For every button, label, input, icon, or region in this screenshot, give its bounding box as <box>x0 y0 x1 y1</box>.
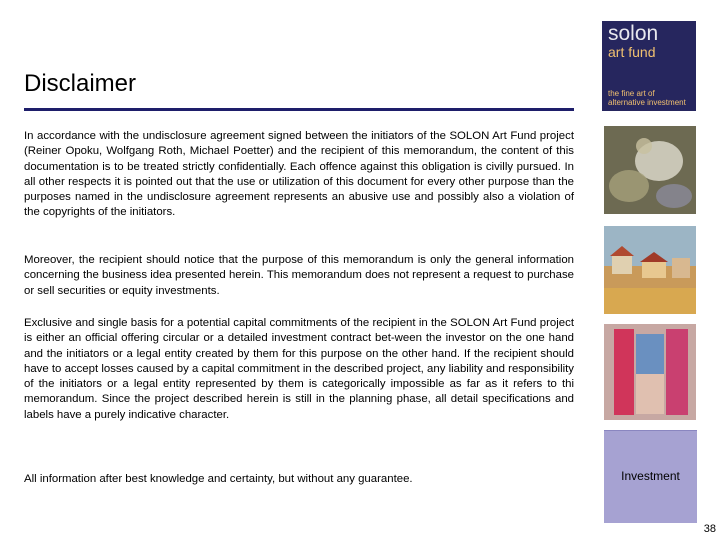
investment-tab-label: Investment <box>621 469 680 483</box>
logo-brand-line2: art fund <box>608 44 656 60</box>
logo-tagline-line2: alternative investment <box>608 98 686 107</box>
body-paragraph-1: In accordance with the undisclosure agreement signed between the initiators of the SOLON Art Fund project (Reiner Opoku, Wolfgang Roth, Michael Poetter) and the recipient of this memorandum, the content of this documentation is to be treated strictly confidentially. Each offence against this obligation is civilly pursued. In all other respects it is pointed out that the use or utilization of this document for every other purpose than the purposes named in the undisclosure agreement represents an abusive use and possibly also a violation of the copyrights of the initiators. <box>24 130 574 219</box>
artwork-image-3 <box>604 324 696 420</box>
investment-section-tab[interactable] <box>604 430 697 523</box>
artwork-image-3-icon <box>604 324 696 420</box>
artwork-image-2-icon <box>604 226 696 314</box>
artwork-image-1-icon <box>604 126 696 214</box>
title-rule <box>24 108 574 111</box>
logo-tagline-line1: the fine art of <box>608 89 655 98</box>
page-title: Disclaimer <box>24 70 137 97</box>
artwork-image-2 <box>604 226 696 314</box>
body-paragraph-4: All information after best knowledge and certainty, but without any guarantee. <box>24 473 413 485</box>
solon-logo <box>602 21 696 111</box>
artwork-image-1 <box>604 126 696 214</box>
body-paragraph-2: Moreover, the recipient should notice that the purpose of this memorandum is only the general information concerning the business idea presented herein. This memorandum does not represent a request to purchase or sell securities or equity investments. <box>24 254 574 297</box>
page-number: 38 <box>703 523 716 535</box>
logo-brand-line1: solon <box>608 22 659 45</box>
body-paragraph-3: Exclusive and single basis for a potential capital commitments of the recipient in the SOLON Art Fund project is either an official offering circular or a detailed investment contract bet-ween the investor on the one hand and the initiators or a legal entity created by them for this purpose on the other hand. If the recipient should have to accept losses caused by a capital commitment in the described project, any liability and responsibility of the initiators or a legal entity represented by them is categorically impossible as far as it refers to thi memorandum. Since the project described herein is still in the planning phase, all detail specifications and labels have a purely indicative character. <box>24 317 574 421</box>
